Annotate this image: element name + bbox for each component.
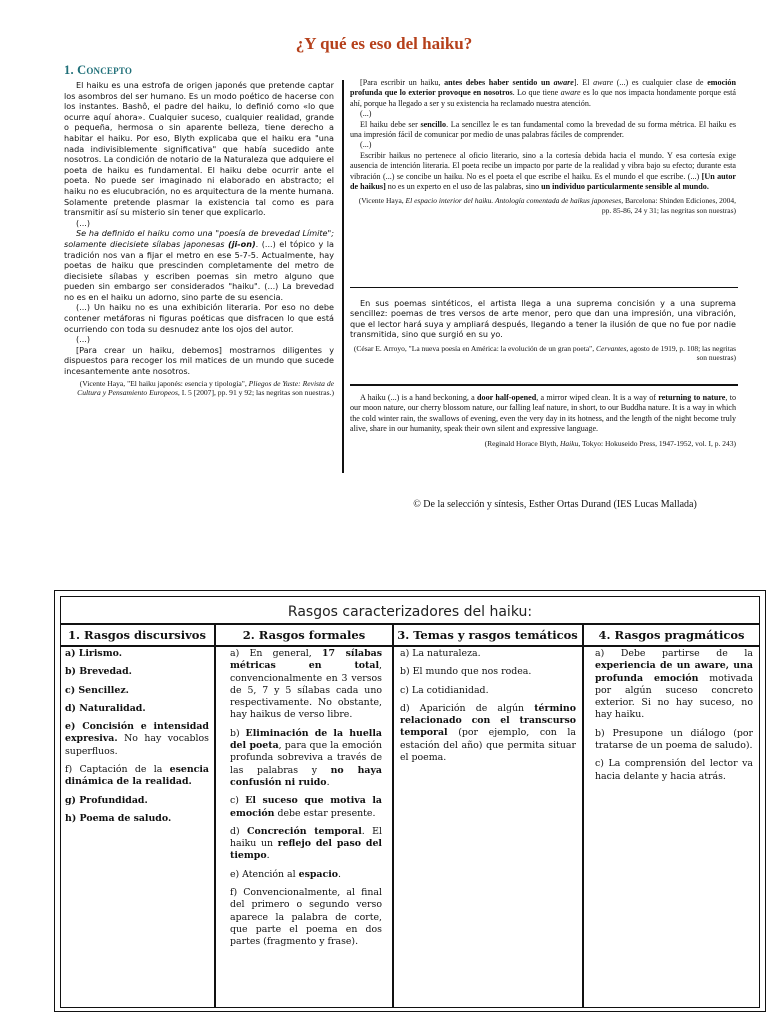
- quote-block-aware: [350, 78, 736, 215]
- quote-paragraph: A haiku (...) is a hand beckoning, a door half-opened, a mirror wiped clean. It is a way of returning to nature, to our moon nature, our cherry blossom nature, our falling leaf nature, in short, to our Buddha nature. It is a way in which the cold winter rain, the swallows of evening, even the very day in its hotness, and the length of the night become truly alive, share in our humanity, speak their own silent and expressive language.: [350, 393, 736, 434]
- citation: (César E. Arroyo, "La nueva poesía en América: la evolución de un gran poeta", Cervantes, agosto de 1919, p. 108; las negritas son nuestras): [353, 343, 736, 363]
- column-pragmatic: [595, 648, 753, 789]
- list-item: c) Sencillez.: [65, 684, 129, 696]
- concept-paragraph: El haiku es una estrofa de origen japonés que pretende captar los asombros del ser humano. Es un modo poético de hacerse con los instantes. Bashô, el padre del haiku, lo definió como «lo que ocurre aquí ahora». Cualquier suceso, cualquier realidad, grande o pequeña, hermosa o sin aparente belleza, tiene derecho a habitar el haiku. Por eso, Blyth explicaba que el haiku era "una nada indivisiblemente significativa" que había sucedido ante nosotros. La condición de notario de la Naturaleza que adquiere el poeta de haiku es fundamental. El haiku debe ocurrir ante el poeta. No puede ser imaginado ni elaborado en abstracto; el haiku no es elucubración, no es arquitectura de la mente humana. Solamente pretende plasmar la existencia tal como es para transmitir así su misterio sin tener que explicarlo.: [64, 80, 334, 218]
- list-item: b) El mundo que nos rodea.: [400, 666, 532, 678]
- citation: (Vicente Haya, El espacio interior del haiku. Antología comentada de haikus japoneses, Barcelona: Shinden Ediciones, 2004, pp. 85-86, 24 y 31; las negritas son nuestras): [358, 196, 736, 215]
- list-item: d) Naturalidad.: [65, 702, 146, 714]
- concept-paragraph: [Para crear un haiku, debemos] mostrarnos diligentes y dispuestos para recoger los mil matices de un mundo que sucede incesantemente ante nosotros.: [64, 344, 334, 377]
- concept-paragraph: Se ha definido el haiku como una "poesía de brevedad Límite"; solamente diecisiete sílabas japonesas (ji-on). (...) el tópico y la tradición nos van a fijar el metro en ese 5-7-5. Actualmente, hay poetas de haiku que prescinden completamente del metro de diecisiete sílabas y escriben poemas sin metro alguno que pueden sin embargo ser considerados "haiku". (...) La brevedad no es en el haiku un adorno, sino parte de su esencia.: [64, 228, 334, 302]
- list-item: d) Aparición de algún término relacionado con el transcurso temporal (por ejemplo, con la estación del año) que permita situar el poema.: [400, 702, 576, 764]
- section-number: 1.: [64, 63, 74, 77]
- section-label: Concepto: [77, 63, 133, 77]
- quote-block-arroyo: [350, 298, 736, 362]
- column-divider: [342, 80, 344, 473]
- list-item: f) Captación de la esencia dinámica de la realidad.: [65, 764, 209, 788]
- column-discursive: [65, 648, 209, 831]
- list-item: e) Atención al espacio.: [230, 868, 342, 880]
- concept-paragraph: (...) Un haiku no es una exhibición literaria. Por eso no debe contener metáforas ni figuras poéticas que disfracen lo que está ocurriendo con toda su desnudez ante los ojos del autor.: [64, 302, 334, 334]
- ellipsis: (...): [360, 109, 372, 119]
- concept-text: [64, 80, 334, 398]
- list-item: d) Concreción temporal. El haiku un reflejo del paso del tiempo.: [230, 825, 382, 862]
- divider: [350, 287, 738, 288]
- copyright-note: © De la selección y síntesis, Esther Ortas Durand (IES Lucas Mallada): [413, 499, 697, 510]
- list-item: b) Eliminación de la huella del poeta, para que la emoción profunda sobreviva a través de las palabras y no haya confusión ni ruido.: [230, 727, 382, 788]
- list-item: h) Poema de saludo.: [65, 812, 172, 824]
- column-header-pragmatic: 4. Rasgos pragmáticos: [598, 628, 745, 642]
- list-item: b) Presupone un diálogo (por tratarse de un poema de saludo).: [595, 727, 753, 752]
- list-item: e) Concisión e intensidad expresiva. No hay vocablos superfluos.: [65, 721, 209, 757]
- list-item: c) La comprensión del lector va hacia delante y hacia atrás.: [595, 758, 753, 782]
- page-title: ¿Y qué es eso del haiku?: [295, 34, 473, 53]
- quote-block-blyth: [350, 393, 736, 448]
- list-item: b) Brevedad.: [65, 666, 132, 678]
- section-heading: [64, 63, 132, 78]
- citation: (Reginald Horace Blyth, Haiku, Tokyo: Hokuseido Press, 1947-1952, vol. I, p. 243): [484, 438, 736, 448]
- column-header-thematic: 3. Temas y rasgos temáticos: [397, 628, 578, 642]
- table-column-divider: [582, 624, 584, 1008]
- ellipsis: (...): [360, 140, 372, 150]
- column-formal: [230, 648, 382, 955]
- list-item: a) La naturaleza.: [400, 648, 481, 659]
- list-item: a) En general, 17 sílabas métricas en total, convencionalmente en 3 versos de 5, 7 y 5 sílabas cada uno respectivamente. No obstante, hay haikus de verso libre.: [230, 648, 382, 721]
- quote-paragraph: [Para escribir un haiku, antes debes haber sentido un aware]. El aware (...) es cualquier clase de emoción profunda que lo exterior provoque en nosotros. Lo que tiene aware es lo que nos impacta hondamente porque está ahí, porque ha llegado a ser y su existencia ha reclamado nuestra atención.: [350, 78, 736, 108]
- table-divider: [60, 645, 760, 647]
- list-item: a) Debe partirse de la experiencia de un aware, una profunda emoción motivada por algún suceso concreto exterior. Si no hay suceso, no hay haiku.: [595, 648, 753, 721]
- table-title: Rasgos caracterizadores del haiku:: [287, 604, 533, 620]
- list-item: f) Convencionalmente, al final del primero o segundo verso aparece la palabra de corte, que parte el poema en dos partes (fragmento y frase).: [230, 887, 382, 948]
- list-item: c) La cotidianidad.: [400, 684, 489, 696]
- ellipsis: (...): [76, 217, 91, 228]
- divider: [350, 384, 738, 386]
- quote-paragraph: El haiku debe ser sencillo. La sencillez le es tan fundamental como la brevedad de su forma métrica. El haiku es una impresión fácil de comunicar por medio de unas palabras fáciles de comprender.: [350, 119, 736, 140]
- list-item: c) El suceso que motiva la emoción debe estar presente.: [230, 795, 382, 819]
- quote-paragraph: Escribir haikus no pertenece al oficio literario, sino a la cortesía debida hacia el mundo. Y esa cortesía exige ausencia de intención literaria. El poeta recibe un impacto por parte de la realidad y vibra bajo su efecto; durante esta vibración (...) se concibe un haiku. No es el poeta el que escribe el haiku. Es el mundo el que escribe. (...) [Un autor de haikus] no es un experto en el uso de las palabras, sino un individuo particularmente sensible al mundo.: [350, 150, 736, 192]
- table-column-divider: [392, 624, 394, 1008]
- table-column-divider: [214, 624, 216, 1008]
- list-item: g) Profundidad.: [65, 794, 148, 806]
- quote-paragraph: En sus poemas sintéticos, el artista llega a una suprema concisión y a una suprema sencillez: poemas de tres versos de arte menor, pero que dan una impresión, una vibración, que el lector hará suya y ampliará después, llegando a tener la ilusión de que no fue por nadie transmitida, sino que surgió en su yo.: [350, 298, 736, 340]
- column-header-formal: 2. Rasgos formales: [242, 628, 366, 642]
- column-thematic: [400, 648, 576, 770]
- list-item: a) Lirismo.: [65, 648, 122, 659]
- table-divider: [60, 623, 760, 625]
- citation: (Vicente Haya, "El haiku japonés: esencia y tipología", Pliegos de Yuste: Revista de Cultura y Pensamiento Europeos, I. 5 [2007], pp. 91 y 92; las negritas son nuestras.): [77, 378, 334, 398]
- ellipsis: (...): [76, 334, 91, 345]
- column-header-discursive: 1. Rasgos discursivos: [68, 628, 206, 642]
